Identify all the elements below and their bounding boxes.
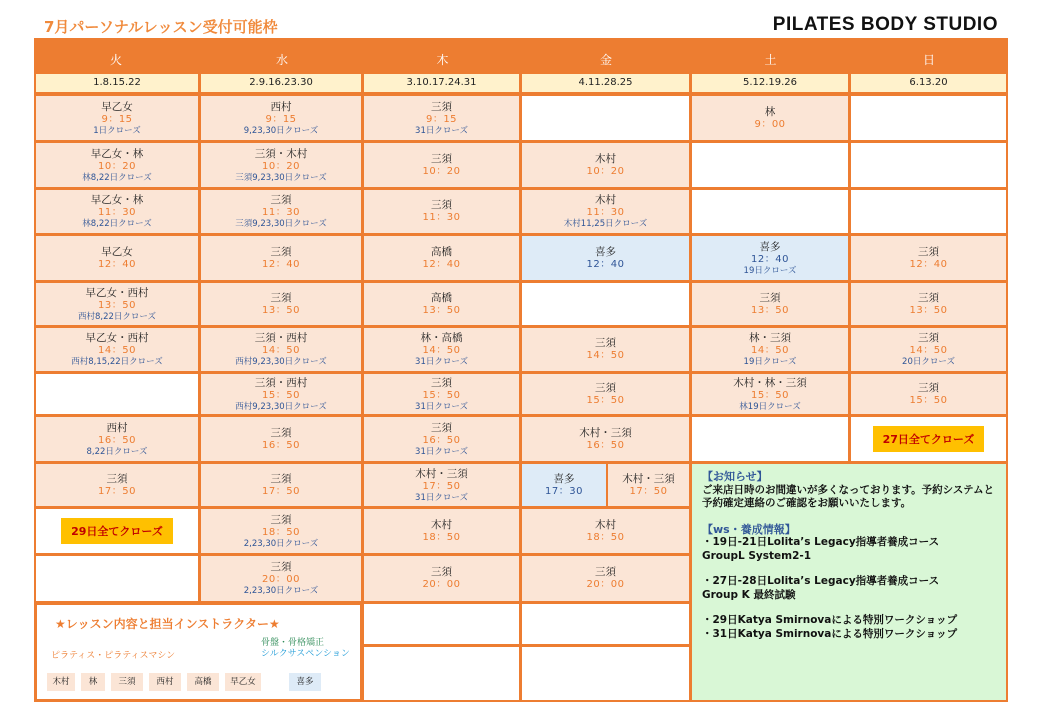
instructor-name: 三須・西村	[254, 376, 308, 389]
closure-note: 19日クローズ	[743, 357, 797, 367]
lesson-time: 10：20	[98, 160, 136, 172]
slot-cell[interactable]	[201, 143, 361, 187]
legend-pilates-label: ピラティス・ピラティスマシン	[51, 651, 176, 661]
slot-cell[interactable]	[364, 236, 519, 280]
slot-cell[interactable]	[36, 417, 198, 461]
ws-item: ・19日-21日Lolita’s Legacy指導者養成コース	[702, 536, 940, 548]
lesson-time: 10：20	[586, 165, 625, 177]
lesson-time: 15：50	[262, 389, 300, 401]
ws-heading: 【ws・養成情報】	[702, 522, 796, 536]
slot-cell[interactable]	[608, 464, 689, 506]
slot-cell[interactable]	[201, 417, 361, 461]
legend-silk-text: シルクサスペンション	[261, 649, 350, 659]
slot-cell[interactable]	[851, 374, 1006, 414]
ws-item: Group K 最終試験	[702, 588, 796, 601]
slot-cell[interactable]	[364, 328, 519, 371]
slot-cell[interactable]	[36, 464, 198, 506]
slot-cell[interactable]	[522, 328, 689, 371]
slot-cell[interactable]	[692, 328, 848, 371]
lesson-time: 18：50	[586, 531, 625, 543]
instructor-name: 三須・西村	[254, 332, 308, 344]
empty-slot	[692, 143, 848, 187]
lesson-time: 20：00	[586, 579, 625, 590]
day-header-tue: 火	[109, 53, 122, 67]
instructor-name: 三須	[270, 513, 292, 526]
closure-note: 西村9,23,30日クローズ	[235, 357, 327, 367]
lesson-time: 13：50	[262, 304, 300, 316]
slot-cell[interactable]	[364, 556, 519, 601]
closure-note: 19日クローズ	[743, 265, 797, 276]
date-cell-sat: 5.12.19.26	[692, 74, 848, 92]
empty-slot	[851, 96, 1006, 140]
instructor-chip: 木村	[47, 673, 75, 691]
lesson-time: 18：50	[262, 526, 300, 538]
slot-cell[interactable]	[201, 96, 361, 140]
slot-cell[interactable]	[201, 509, 361, 553]
lesson-time: 17：50	[629, 485, 668, 497]
slot-cell[interactable]	[692, 374, 848, 414]
closure-note: 西村8,15,22日クローズ	[71, 357, 163, 367]
slot-cell[interactable]	[201, 283, 361, 325]
instructor-name: 三須	[270, 472, 292, 485]
instructor-name: 西村	[106, 421, 128, 434]
instructor-name: 三須	[431, 421, 452, 434]
date-cell-fri: 4.11.28.25	[522, 74, 689, 92]
lesson-time: 12：40	[422, 258, 461, 270]
instructor-name: 三須	[595, 337, 616, 349]
instructor-name: 三須	[918, 381, 939, 394]
instructor-name: 木村・三須	[622, 472, 675, 485]
notice-body: ご来店日時のお間違いが多くなっております。予約システムと予約確定連絡のご確認をお願いいたします。	[702, 483, 995, 509]
empty-slot	[851, 143, 1006, 187]
slot-cell-silk[interactable]	[522, 464, 606, 506]
slot-cell[interactable]	[36, 236, 198, 280]
lesson-time: 16：50	[586, 439, 625, 451]
instructor-name: 三須	[595, 566, 616, 578]
instructor-name: 木村・林・三須	[733, 376, 807, 389]
closure-note: 西村9,23,30日クローズ	[235, 401, 327, 412]
empty-slot	[851, 190, 1006, 233]
slot-cell[interactable]	[201, 190, 361, 233]
slot-cell[interactable]	[692, 283, 848, 325]
slot-cell[interactable]	[364, 417, 519, 461]
lesson-time: 14：50	[751, 345, 789, 356]
slot-cell[interactable]	[201, 556, 361, 601]
slot-cell[interactable]	[364, 374, 519, 414]
closure-note: 8,22日クローズ	[86, 446, 148, 457]
lesson-time: 12：40	[751, 253, 789, 265]
lesson-time: 14：50	[422, 345, 461, 356]
legend-seitai-label	[261, 638, 350, 660]
instructor-chip-silk: 喜多	[289, 673, 321, 691]
empty-slot	[522, 647, 689, 700]
empty-slot	[692, 190, 848, 233]
empty-slot	[692, 417, 848, 461]
day-header-thu: 木	[436, 53, 449, 67]
studio-name: PILATES BODY STUDIO	[772, 14, 998, 35]
instructor-name: 三須	[918, 332, 939, 344]
instructor-name: 三須	[918, 291, 939, 304]
lesson-time: 12：40	[909, 258, 948, 270]
slot-cell[interactable]	[522, 374, 689, 414]
lesson-time: 16：50	[98, 434, 136, 446]
instructor-name: 西村	[270, 100, 292, 113]
lesson-time: 12：40	[98, 258, 136, 270]
all-closed-badge: 27日全てクローズ	[873, 426, 985, 452]
slot-cell[interactable]	[522, 190, 689, 233]
lesson-time: 15：50	[422, 389, 461, 401]
lesson-time: 12：40	[262, 258, 300, 270]
instructor-name: 三須	[759, 291, 781, 304]
instructor-name: 三須	[595, 381, 616, 394]
closure-note: 林19日クローズ	[739, 401, 801, 412]
legend-seitai-text: 骨盤・骨格矯正	[261, 638, 325, 648]
slot-cell[interactable]	[201, 374, 361, 414]
empty-slot	[364, 647, 519, 700]
empty-slot	[522, 283, 689, 325]
page-title: 7月パーソナルレッスン受付可能枠	[44, 18, 278, 36]
instructor-chip: 三須	[111, 673, 143, 691]
slot-cell[interactable]	[364, 283, 519, 325]
slot-cell[interactable]	[36, 190, 198, 233]
instructor-name: 喜多	[759, 240, 781, 253]
slot-cell[interactable]	[36, 143, 198, 187]
lesson-time: 17：50	[98, 485, 136, 497]
lesson-time: 14：50	[909, 345, 948, 356]
instructor-name: 三須・木村	[254, 147, 308, 160]
closure-note: 西村8,22日クローズ	[77, 311, 156, 322]
slot-cell[interactable]	[692, 96, 848, 140]
instructor-name: 三須	[270, 245, 292, 258]
slot-cell[interactable]	[851, 283, 1006, 325]
closure-note: 1日クローズ	[93, 125, 141, 136]
lesson-time: 10：20	[422, 165, 461, 177]
slot-cell[interactable]	[36, 96, 198, 140]
instructor-name: 林	[764, 105, 776, 118]
slot-cell-silk[interactable]	[692, 236, 848, 280]
lesson-time: 15：50	[909, 394, 948, 406]
closure-note: 31日クローズ	[415, 125, 468, 136]
empty-slot	[36, 556, 198, 601]
instructor-name: 木村・三須	[579, 426, 632, 439]
date-cell-tue: 1.8.15.22	[36, 74, 198, 92]
closure-note: 三須9,23,30日クローズ	[235, 172, 327, 183]
closure-note: 2,23,30日クローズ	[243, 538, 319, 549]
slot-cell[interactable]	[201, 236, 361, 280]
day-header-wed: 水	[275, 53, 288, 67]
instructor-name: 喜多	[595, 245, 616, 258]
lesson-time: 14：50	[262, 345, 300, 356]
instructor-name: 三須	[431, 152, 452, 165]
slot-cell[interactable]	[851, 328, 1006, 371]
instructor-name: 木村	[431, 518, 452, 531]
instructor-name: 早乙女・林	[90, 147, 144, 160]
lesson-time: 10：20	[262, 160, 300, 172]
instructor-name: 三須	[431, 199, 452, 211]
lesson-time: 9：15	[101, 113, 133, 125]
legend-box	[36, 604, 361, 700]
closure-note: 木村11,25日クローズ	[563, 219, 648, 229]
legend-title: ★レッスン内容と担当インストラクター★	[55, 617, 280, 631]
lesson-time: 16：50	[262, 439, 300, 451]
instructor-name: 木村	[595, 518, 616, 531]
slot-cell[interactable]	[201, 328, 361, 371]
ws-item: ・31日Katya Smirnovaによる特別ワークショップ	[702, 627, 958, 640]
instructor-name: 早乙女	[101, 245, 133, 258]
all-closed-badge: 29日全てクローズ	[61, 518, 173, 544]
closure-note: 31日クローズ	[415, 401, 468, 412]
closure-note: 2,23,30日クローズ	[243, 586, 319, 596]
schedule-board	[34, 38, 1008, 702]
day-header-fri: 金	[599, 53, 612, 67]
lesson-time: 13：50	[98, 299, 136, 311]
instructor-name: 林・三須	[749, 332, 791, 344]
lesson-time: 14：50	[98, 345, 136, 356]
day-header-sat: 土	[764, 53, 777, 67]
slot-cell[interactable]	[364, 190, 519, 233]
instructor-name: 早乙女・西村	[85, 332, 149, 344]
lesson-time: 15：50	[586, 394, 625, 406]
slot-cell[interactable]	[364, 143, 519, 187]
instructor-name: 早乙女	[101, 100, 133, 113]
slot-cell[interactable]	[364, 509, 519, 553]
instructor-name: 三須	[431, 566, 452, 578]
instructor-chip: 高橋	[187, 673, 219, 691]
lesson-time: 11：30	[586, 207, 625, 218]
instructor-name: 林・高橋	[420, 332, 463, 344]
empty-slot	[364, 604, 519, 644]
lesson-time: 9：00	[754, 118, 786, 130]
instructor-name: 三須	[270, 194, 292, 206]
slot-cell[interactable]	[36, 283, 198, 325]
slot-cell[interactable]	[522, 417, 689, 461]
closure-cell	[851, 417, 1006, 461]
ws-item: ・27日-28日Lolita’s Legacy指導者養成コース	[702, 575, 940, 587]
lesson-time: 16：50	[422, 434, 461, 446]
instructor-name: 三須	[431, 100, 452, 113]
lesson-time: 17：50	[422, 480, 461, 492]
instructor-name: 早乙女・林	[90, 194, 144, 206]
empty-slot	[522, 604, 689, 644]
lesson-time: 14：50	[586, 350, 625, 361]
lesson-time: 13：50	[909, 304, 948, 316]
slot-cell-silk[interactable]	[522, 236, 689, 280]
instructor-name: 三須	[918, 245, 939, 258]
instructor-name: 三須	[106, 472, 128, 485]
empty-slot	[36, 374, 198, 414]
closure-cell	[36, 509, 198, 553]
date-cell-sun: 6.13.20	[851, 74, 1006, 92]
closure-note: 20日クローズ	[902, 357, 955, 367]
ws-item: GroupL System2-1	[702, 549, 812, 562]
instructor-name: 高橋	[431, 291, 452, 304]
lesson-time: 13：50	[751, 304, 789, 316]
lesson-time: 12：40	[586, 258, 625, 270]
instructor-name: 木村	[595, 152, 616, 165]
lesson-time: 9：15	[425, 113, 458, 125]
lesson-time: 18：50	[422, 531, 461, 543]
instructor-name: 木村	[595, 194, 616, 206]
notice-panel	[692, 464, 1006, 700]
lesson-time: 17：50	[262, 485, 300, 497]
instructor-name: 早乙女・西村	[85, 286, 149, 299]
lesson-time: 9：15	[265, 113, 297, 125]
closure-note: 9,23,30日クローズ	[243, 125, 319, 136]
slot-cell[interactable]	[522, 556, 689, 601]
closure-note: 三須9,23,30日クローズ	[235, 219, 327, 229]
notice-heading: 【お知らせ】	[702, 470, 768, 483]
slot-cell[interactable]	[201, 464, 361, 506]
ws-item: ・29日Katya Smirnovaによる特別ワークショップ	[702, 614, 958, 626]
instructor-name: 木村・三須	[415, 467, 468, 480]
instructor-name: 喜多	[553, 472, 575, 485]
instructor-name: 高橋	[431, 245, 452, 258]
slot-cell[interactable]	[851, 236, 1006, 280]
lesson-time: 20：00	[262, 574, 300, 585]
instructor-name: 三須	[431, 376, 452, 389]
instructor-chip: 林	[81, 673, 105, 691]
lesson-time: 13：50	[422, 304, 461, 316]
instructor-chip: 西村	[149, 673, 181, 691]
slot-cell[interactable]	[364, 96, 519, 140]
instructor-name: 三須	[270, 561, 292, 573]
closure-note: 31日クローズ	[415, 357, 468, 367]
closure-note: 林8,22日クローズ	[82, 219, 152, 229]
closure-note: 31日クローズ	[415, 492, 468, 503]
lesson-time: 17：30	[545, 485, 583, 497]
closure-note: 31日クローズ	[415, 446, 468, 457]
day-header-sun: 日	[922, 53, 935, 67]
slot-cell[interactable]	[522, 509, 689, 553]
instructor-chip: 早乙女	[225, 673, 261, 691]
instructor-name: 三須	[270, 426, 292, 439]
slot-cell[interactable]	[36, 328, 198, 371]
instructor-name: 三須	[270, 291, 292, 304]
slot-cell[interactable]	[364, 464, 519, 506]
closure-note: 林8,22日クローズ	[82, 172, 152, 183]
lesson-time: 15：50	[751, 389, 789, 401]
lesson-time: 11：30	[98, 207, 136, 218]
date-cell-wed: 2.9.16.23.30	[201, 74, 361, 92]
lesson-time: 11：30	[422, 212, 461, 223]
slot-cell[interactable]	[522, 143, 689, 187]
lesson-time: 11：30	[262, 207, 300, 218]
empty-slot	[522, 96, 689, 140]
lesson-time: 20：00	[422, 579, 461, 590]
date-cell-thu: 3.10.17.24.31	[364, 74, 519, 92]
